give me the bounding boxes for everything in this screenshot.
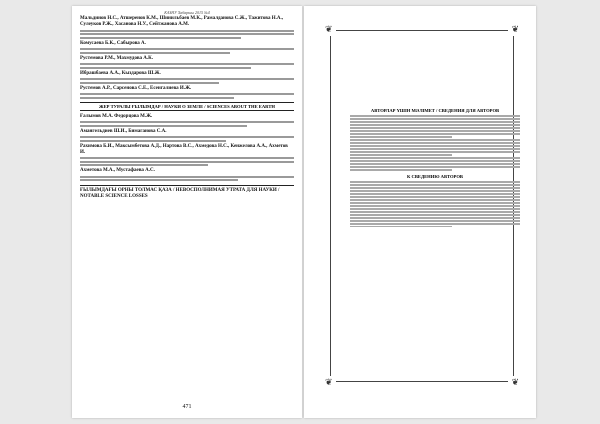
toc-title-line [80,176,294,178]
body-text-line [350,214,520,216]
toc-authors: Рахимова Б.И., Максымбетова А.Д., Нартова В.С., Ахмедова Н.С., Кенжелова А.А., Ахметов И. [80,143,288,155]
frame-border-top [336,30,508,31]
toc-entry[interactable] [80,16,294,39]
body-text-line [350,115,520,117]
toc-title-line [80,30,294,32]
corner-ornament-icon: ❦ [511,377,519,387]
toc-entry[interactable] [80,144,294,167]
body-text-line [350,223,520,225]
body-text-line [350,166,520,168]
body-text-line [350,148,520,150]
toc-title-line [80,121,294,123]
toc-title-line [80,136,294,138]
table-of-contents-page [72,6,302,418]
corner-ornament-icon: ❦ [325,24,333,34]
toc-authors: Ахметова М.А., Мустафаева А.С. [80,168,155,173]
toc-title-line [80,97,234,99]
body-text-line [350,208,520,210]
page-number: 471 [182,404,192,410]
body-text-line [350,136,452,138]
toc-entry[interactable] [80,56,294,69]
body-text-line [350,133,520,135]
section-heading: ЖЕР ТУРАЛЫ ҒЫЛЫМДАР / НАУКИ О ЗЕМЛЕ / SCIENCES ABOUT THE EARTH [80,102,294,111]
toc-entry[interactable] [80,168,294,181]
toc-entry[interactable] [80,129,294,142]
toc-list [80,16,294,200]
body-text-line [350,139,520,141]
toc-entry[interactable] [80,114,294,127]
body-text-line [350,217,520,219]
toc-title-line [80,157,294,159]
body-text-line [350,190,520,192]
body-text-line [350,124,520,126]
toc-final-entry[interactable]: ҒЫЛЫМДАҒЫ ОРНЫ ТОЛМАС ҚАЗА / НЕВОСПОЛНИМАЯ УТРАТА ДЛЯ НАУКИ / NOTABLE SCIENCE LOSSES [80,185,294,200]
corner-ornament-icon: ❦ [325,377,333,387]
body-text-line [350,181,520,183]
body-text-line [350,226,452,228]
toc-entry[interactable] [80,41,294,54]
corner-ornament-icon: ❦ [511,24,519,34]
body-text-line [350,187,520,189]
body-text-line [350,121,520,123]
body-text-line [350,157,520,159]
body-text-line [350,145,520,147]
body-text-line [350,163,520,165]
frame-border-left [330,36,331,376]
body-text-line [350,160,520,162]
toc-authors: Ғалымов М.А. Федорцова М.Ж. [80,113,153,119]
toc-title-line [80,48,294,50]
body-text-line [350,199,520,201]
toc-title-line [80,67,251,69]
toc-title-line [80,33,294,35]
body-text-line [350,169,452,171]
toc-title-line [80,63,294,65]
author-notes [350,108,520,229]
notes-title: АВТОРЛАР ҮШІН МӘЛІМЕТ / СВЕДЕНИЯ ДЛЯ АВТОРОВ [370,108,500,113]
toc-title-line [80,93,294,95]
body-text-line [350,202,520,204]
frame-border-bottom [336,381,508,382]
body-text-line [350,130,520,132]
body-text-line [350,118,520,120]
toc-authors: Ибрашбаева А.А., Кыздарова Ш.Ж. [80,70,161,76]
body-text-line [350,196,520,198]
toc-authors: Комусаева Б.К., Сабырова А. [80,40,146,46]
toc-title-line [80,78,294,80]
author-notes-page [304,6,536,418]
toc-title-line [80,179,238,181]
body-text-line [350,211,520,213]
body-text-line [350,205,520,207]
toc-title-line [80,82,219,84]
toc-entry[interactable] [80,71,294,84]
body-text-line [350,151,520,153]
toc-title-line [80,140,226,142]
toc-authors: Рустемов А.Р., Сарсенова С.Е., Есенгалиева И.Ж. [80,85,192,91]
notes-subtitle: К СВЕДЕНИЮ АВТОРОВ [407,173,463,179]
toc-authors: Рустемова Р.М., Махмудова А.К. [80,55,154,61]
body-text-line [350,220,520,222]
body-text-line [350,193,520,195]
toc-title-line [80,52,230,54]
toc-title-line [80,164,208,166]
toc-authors: Мальдинов Н.С., Атшеренов К.М., Шинильбаев М.К., Рамалданова С.Ж., Тажитова Н.А., Сулеуков Р.Ж., Хасанова Н.У., Сейтжанова А.М. [80,16,283,27]
toc-entry[interactable] [80,86,294,99]
body-text-line [350,127,520,129]
toc-authors: Амангельдиев Ш.И., Бимаганова С.А. [80,128,167,134]
toc-title-line [80,161,294,163]
body-text-line [350,154,452,156]
toc-title-line [80,37,241,39]
running-head: КАЗНУ Хабаршы 2015 №4 [164,10,210,15]
body-text-line [350,184,520,186]
body-text-line [350,142,520,144]
toc-title-line [80,125,247,127]
